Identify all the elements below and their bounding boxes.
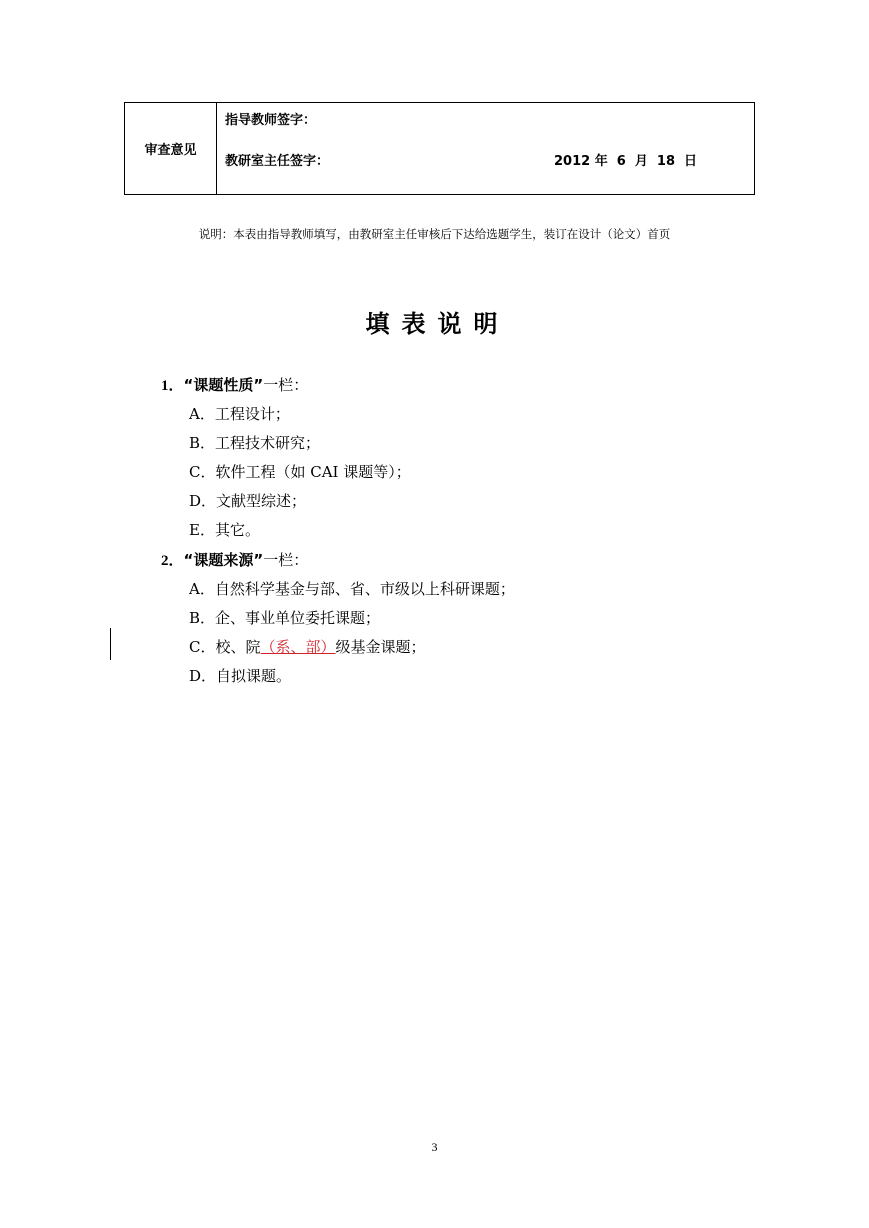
section-number: 2．	[161, 553, 184, 569]
advisor-signature-label: 指导教师签字：	[225, 113, 317, 128]
form-note: 说明：本表由指导教师填写，由教研室主任审核后下达给选题学生，装订在设计（论文）首页	[198, 227, 671, 241]
section-title: “课题性质”	[183, 376, 264, 394]
section-heading-source	[161, 549, 308, 570]
section-number: 1．	[161, 378, 184, 394]
item-text: 级基金课题；	[335, 638, 426, 656]
review-body	[217, 103, 754, 194]
review-label: 审查意见	[125, 103, 217, 194]
page-title: 填表说明	[365, 310, 510, 338]
list-item: B．工程技术研究；	[189, 434, 321, 452]
list-item: A．自然科学基金与部、省、市级以上科研课题；	[189, 580, 515, 598]
review-date: 2012 年 6 月 18 日	[554, 154, 698, 169]
list-item: E．其它。	[189, 521, 260, 539]
list-item: A．工程设计；	[189, 405, 290, 423]
director-signature-label: 教研室主任签字：	[225, 154, 330, 169]
section-heading-nature	[161, 374, 308, 395]
list-item: D．文献型综述；	[189, 492, 307, 510]
section-suffix: 一栏：	[263, 551, 309, 569]
page-number: 3	[431, 1140, 438, 1154]
tracked-change-text: （系、部）	[260, 638, 336, 656]
list-item: C．软件工程（如 CAI 课题等）；	[189, 463, 411, 481]
change-bar	[110, 628, 111, 660]
list-item-tracked	[189, 636, 426, 657]
review-table	[124, 102, 755, 195]
section-title: “课题来源”	[183, 551, 264, 569]
item-text: C．校、院	[189, 638, 261, 656]
list-item: D．自拟课题。	[189, 667, 292, 685]
section-suffix: 一栏：	[263, 376, 309, 394]
list-item: B．企、事业单位委托课题；	[189, 609, 381, 627]
